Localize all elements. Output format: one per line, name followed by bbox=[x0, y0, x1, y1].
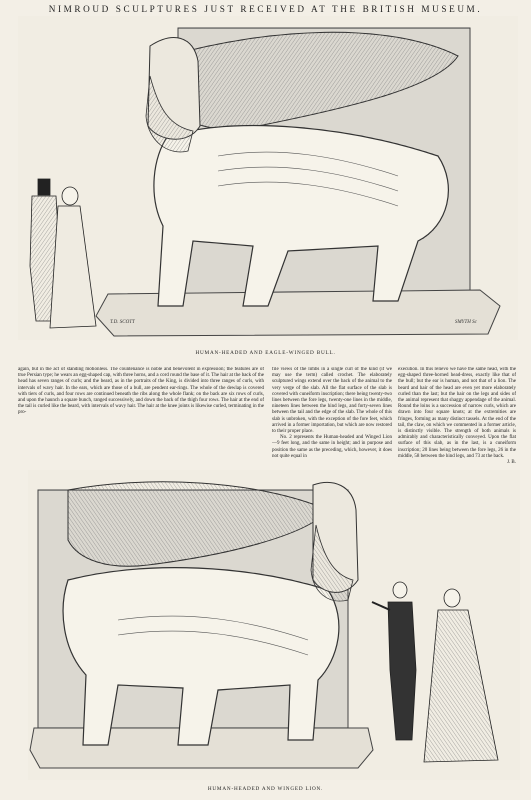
illustrator-signature: T.D. SCOTT bbox=[110, 320, 135, 325]
article-column-far-right bbox=[398, 367, 516, 466]
author-signoff: J. B. bbox=[506, 460, 516, 466]
article-column-left bbox=[18, 367, 264, 466]
article-paragraph: again, but in the act of standing motionless. The countenance is noble and benevolent in expression; the features are of true Persian type; he wears an egg-shaped cap, with three horns, and a cord round the base of it. The hair at the back of the head has seven ranges of curls; and the beard, as in the portraits of the King, is divided into three ranges of curls, with intervals of wavy hair. In the ears, which are those of a bull, are pendent ear-rings. The whole of the dewlap is covered with tiers of curls, and four rows are continued beneath the ribs along the whole flank; on the back are six rows of curls, and upon the haunch a square bunch, ranged successively, and down the back of the thigh four rows. The hair at the end of the tail is curled like the beard, with intervals of wavy hair. The hair at the knee joints is likewise curled, terminating in the pro- bbox=[18, 367, 264, 416]
article-paragraph: file views of the limbs in a single curl of the kind (if we may use the term) called crochet. The elaborately sculptured wings extend over the back of the animal to the very verge of the slab. All the flat surface of the slab is covered with cuneiform inscription; there being twenty-two lines between the fore legs, twenty-one lines in the middle, nineteen lines between the hind legs, and forty-seven lines between the tail and the edge of the slab. The whole of this slab is unbroken, with the exception of the fore feet, which arrived in a former importation, but which are now restored to their proper place. bbox=[272, 367, 392, 435]
bull-illustration bbox=[18, 16, 518, 340]
visitors-figures bbox=[30, 179, 96, 328]
lion-caption: HUMAN-HEADED AND WINGED LION. bbox=[207, 786, 324, 792]
lion-illustration bbox=[28, 470, 520, 780]
article-column-right bbox=[272, 367, 392, 466]
lion-engraving bbox=[28, 470, 520, 780]
page-title: NIMROUD SCULPTURES JUST RECEIVED AT THE BRITISH MUSEUM. bbox=[48, 4, 483, 14]
visitors-figures bbox=[372, 582, 498, 762]
bull-caption: HUMAN-HEADED AND EAGLE-WINGED BULL. bbox=[195, 350, 336, 356]
engraver-signature: SMYTH Sc bbox=[455, 320, 477, 325]
article-paragraph: No. 2 represents the Human-headed and Winged Lion—9 feet long, and the same in height; and in purpose and position the same as the preceding, which, however, it does not quite equal in bbox=[272, 435, 392, 459]
bull-engraving bbox=[18, 16, 518, 340]
article-paragraph: execution. In this relievo we have the same head, with the egg-shaped three-horned head-dress, exactly like that of the bull; but the ear is human, and not that of a lion. The beard and hair of the head are even yet more elaborately curled than the last; but the hair on the legs and sides of the animal represent that shaggy appendage of the animal. Round the loins is a succession of narrow curls, which are drawn into four square knots; at the extremities are fringes, forming as many distinct tassels. At the end of the tail, the claw, on which we commented in a former article, is distinctly visible. The strength of both animals is admirably and characteristically conveyed. Upon the flat surface of this slab, as in the last, is a cuneiform inscription; 20 lines being between the fore legs, 26 in the middle, 58 between the hind legs, and 73 at the back. bbox=[398, 367, 516, 459]
